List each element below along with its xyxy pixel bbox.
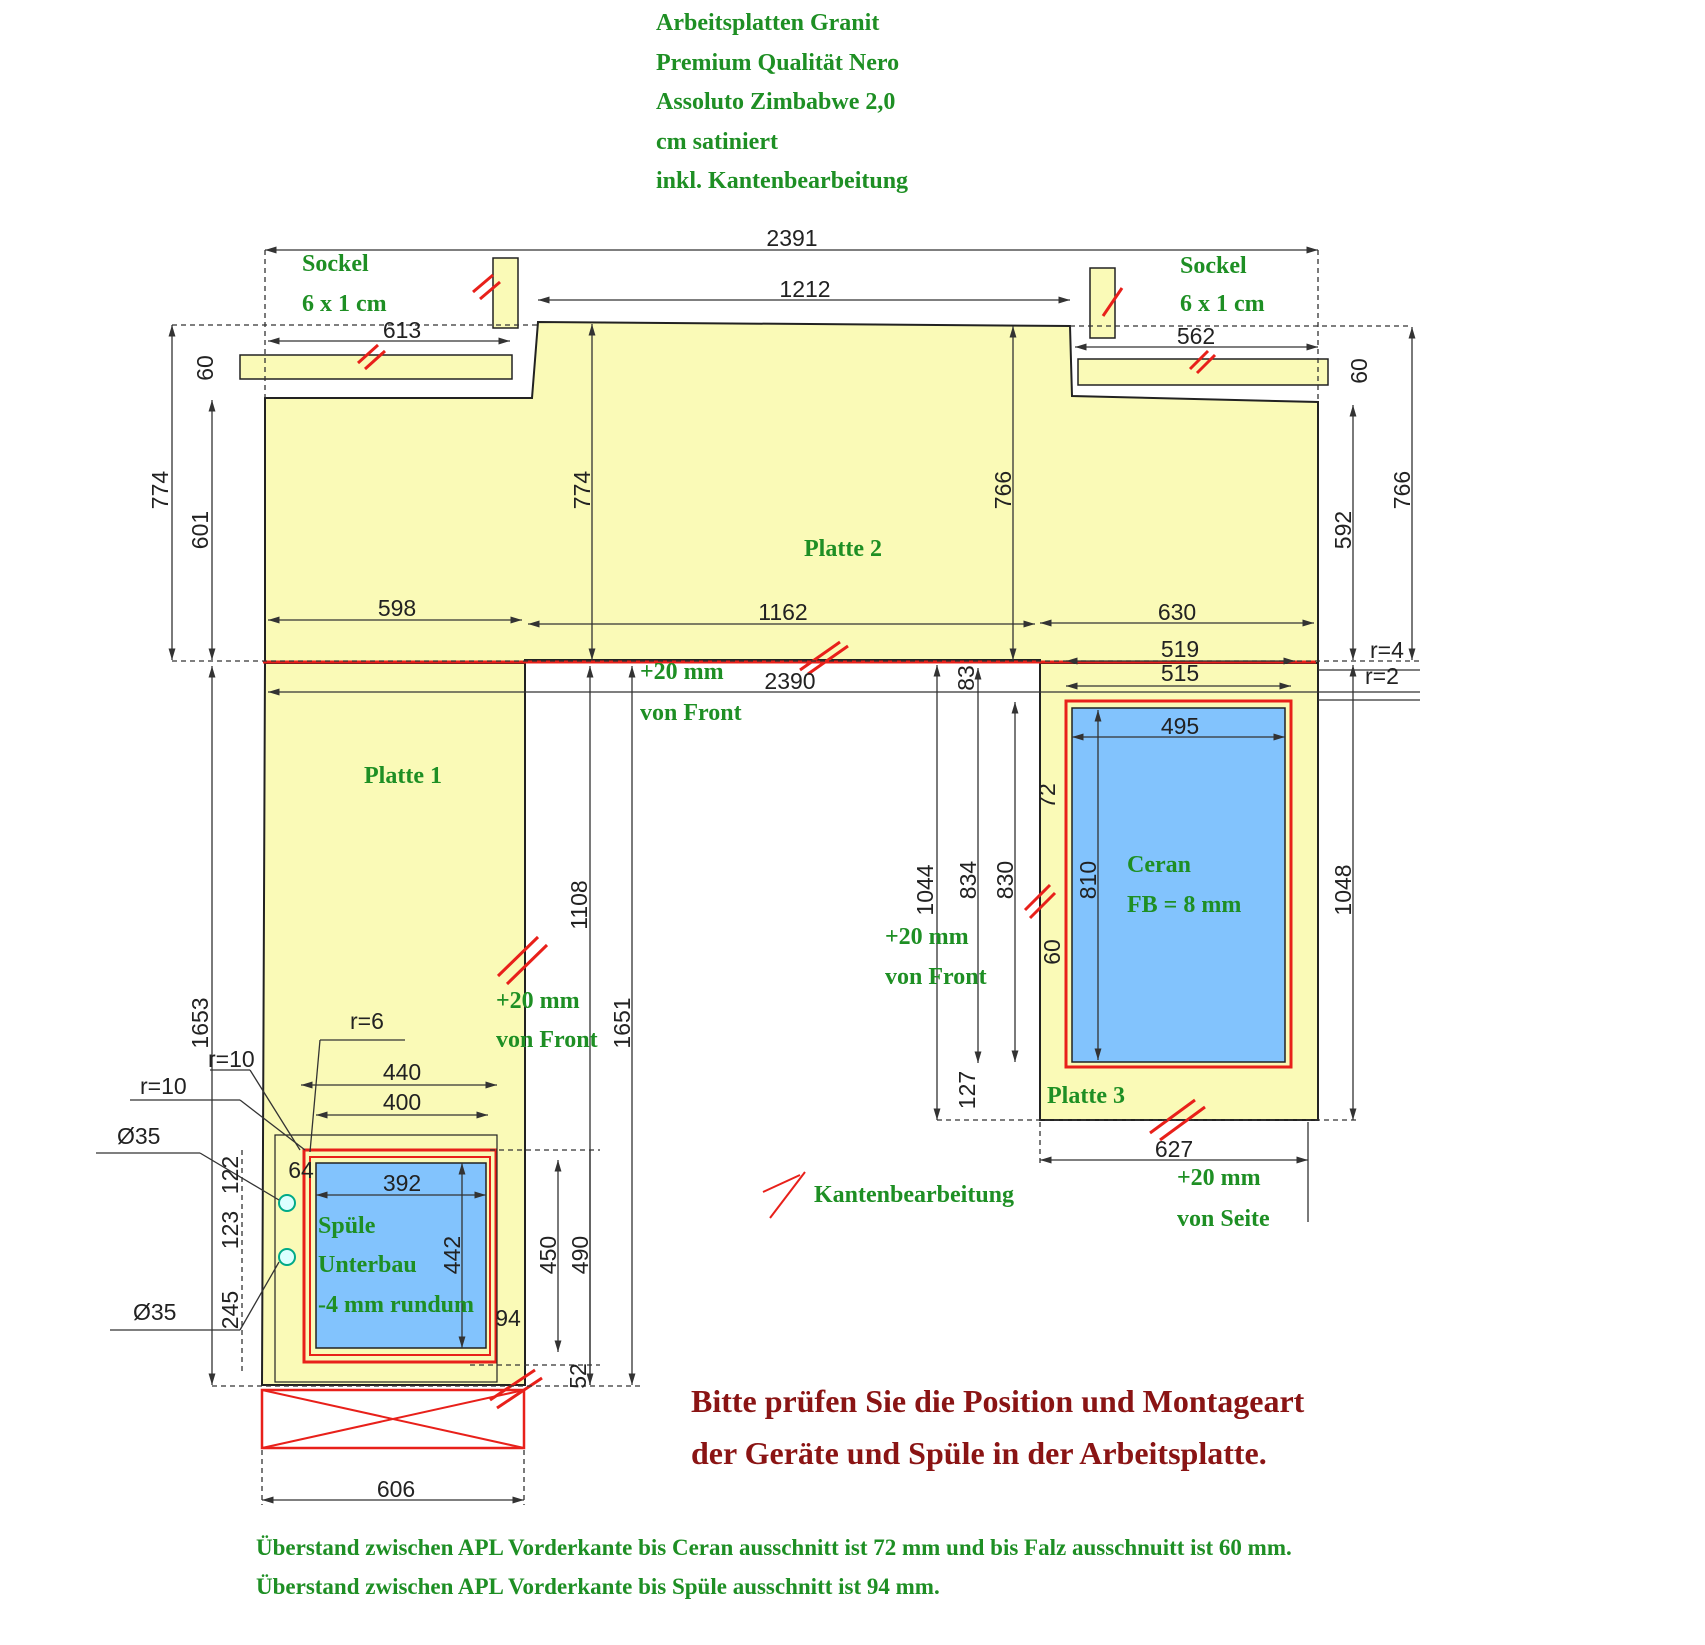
tap-hole-2 [279,1249,295,1265]
front-note-1-a: +20 mm [640,659,724,685]
notice-line-1: Bitte prüfen Sie die Position und Montageart [691,1383,1305,1419]
dim-127: 127 [954,1070,980,1110]
dim-123: 123 [217,1210,243,1250]
front-note-3-b: von Front [885,964,987,990]
dim-613: 613 [382,317,422,343]
side-note-a: +20 mm [1177,1165,1261,1191]
dim-519: 519 [1160,636,1200,662]
dim-2390: 2390 [764,668,816,694]
dim-400: 400 [382,1089,422,1115]
dim-52: 52 [565,1363,591,1389]
diameter-35-bottom: Ø35 [133,1299,177,1325]
dim-1162: 1162 [758,599,808,625]
dim-627: 627 [1154,1136,1194,1162]
platte-2-label: Platte 2 [804,536,882,562]
ceran-label: Ceran [1127,852,1191,878]
header-line-4: cm satiniert [656,129,778,155]
header-line-5: inkl. Kantenbearbeitung [656,168,909,194]
front-note-2-b: von Front [496,1027,598,1053]
diameter-35-top: Ø35 [117,1123,161,1149]
radius-10-b: r=10 [140,1073,187,1099]
header-line-2: Premium Qualität Nero [656,50,900,76]
side-note-b: von Seite [1177,1206,1270,1232]
dim-766-mid: 766 [990,470,1016,510]
radius-6: r=6 [350,1008,384,1034]
radius-10-a: r=10 [208,1046,255,1072]
notice-line-2: der Geräte und Spüle in der Arbeitsplatte. [691,1435,1267,1471]
dim-766-right: 766 [1389,470,1415,510]
removed-area [262,1390,524,1448]
radius-2: r=2 [1365,663,1399,689]
ceran-cutout [1072,708,1285,1062]
radius-4: r=4 [1370,637,1404,663]
dim-440: 440 [382,1059,422,1085]
spuele-unterbau-label: Unterbau [318,1252,417,1278]
sockel-right-label: Sockel [1180,253,1247,279]
dim-490: 490 [567,1235,593,1275]
dim-1651: 1651 [609,997,635,1049]
front-note-1-b: von Front [640,700,742,726]
dim-60-falz: 60 [1039,939,1065,965]
dim-810: 810 [1075,860,1101,900]
dim-1212: 1212 [779,276,831,302]
dim-830: 830 [992,860,1018,900]
spuele-label: Spüle [318,1213,376,1239]
spuele-reduction-label: -4 mm rundum [318,1292,475,1318]
dim-122: 122 [217,1155,243,1195]
dim-1048: 1048 [1330,864,1356,916]
dim-60-sockel-left: 60 [192,355,218,381]
dim-83: 83 [953,665,979,691]
legend-label: Kantenbearbeitung [814,1182,1015,1208]
sockel-left-size: 6 x 1 cm [302,291,387,317]
tap-hole-1 [279,1195,295,1211]
dim-834: 834 [955,860,981,900]
header-line-1: Arbeitsplatten Granit [656,10,880,36]
dim-392: 392 [382,1170,422,1196]
dim-598: 598 [377,595,417,621]
dim-94: 94 [495,1305,521,1331]
dim-72: 72 [1034,783,1060,809]
platte-3-label: Platte 3 [1047,1083,1125,1109]
dim-442: 442 [439,1235,465,1275]
notice [691,1383,1305,1471]
footer-line-1: Überstand zwischen APL Vorderkante bis Ceran ausschnitt ist 72 mm und bis Falz ausschnuitt ist 60 mm. [256,1535,1292,1560]
dim-562: 562 [1176,323,1216,349]
platte-1-label: Platte 1 [364,763,442,789]
dim-495: 495 [1160,713,1200,739]
dim-774-left: 774 [147,470,173,510]
dim-606: 606 [376,1476,416,1502]
footer-line-2: Überstand zwischen APL Vorderkante bis Spüle ausschnitt ist 94 mm. [256,1574,940,1599]
dim-1108: 1108 [566,880,592,930]
front-note-2-a: +20 mm [496,988,580,1014]
sockel-right-size: 6 x 1 cm [1180,291,1265,317]
dim-450: 450 [535,1235,561,1275]
front-note-3-a: +20 mm [885,924,969,950]
dim-245: 245 [217,1290,243,1330]
dim-515: 515 [1160,660,1200,686]
ceran-fb-label: FB = 8 mm [1127,892,1242,918]
dim-601: 601 [187,510,213,550]
dim-592: 592 [1330,510,1356,550]
dim-64: 64 [288,1157,314,1183]
dim-1044: 1044 [912,864,938,916]
dim-2391: 2391 [766,225,818,251]
legend-mark [763,1175,800,1192]
dim-1653: 1653 [187,997,213,1049]
dim-774-mid: 774 [569,470,595,510]
sockel-right [1078,359,1328,385]
dim-630: 630 [1157,599,1197,625]
sockel-left-label: Sockel [302,251,369,277]
sockel-piece-left [493,258,518,328]
dim-60-sockel-right: 60 [1346,358,1372,384]
header-line-3: Assoluto Zimbabwe 2,0 [656,89,896,115]
